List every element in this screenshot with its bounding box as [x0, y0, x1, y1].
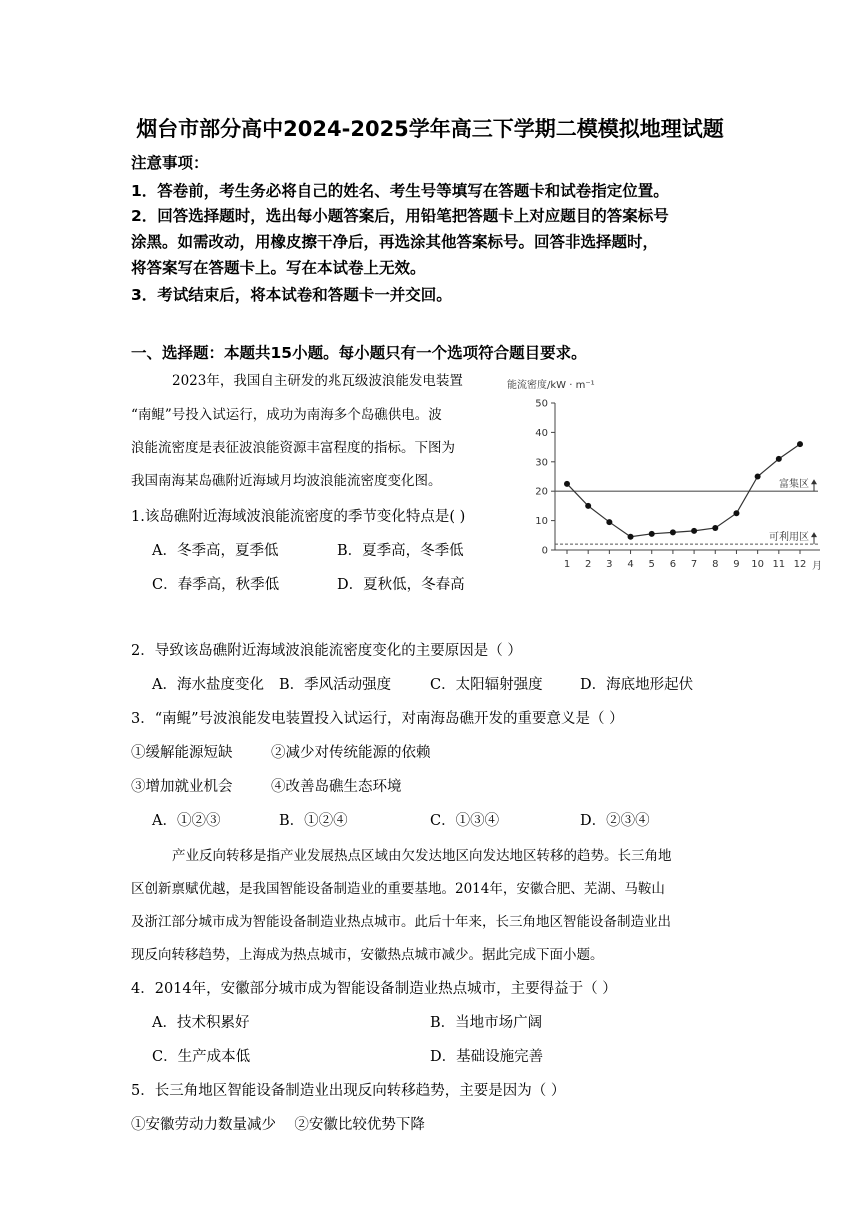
question-4-option-c: C．生产成本低 — [152, 1049, 251, 1065]
chart-ylabel: 能流密度/kW · m⁻¹ — [507, 380, 595, 391]
threshold-label: 可利用区 — [769, 532, 809, 544]
y-tick-label: 0 — [541, 545, 548, 557]
y-tick-label: 50 — [535, 398, 548, 410]
passage1-line: 我国南海某岛礁附近海域月均波浪能流密度变化图。 — [131, 473, 442, 489]
x-ticks — [564, 550, 807, 570]
question-3-option-a: A．①②③ — [152, 813, 221, 829]
data-point — [776, 456, 782, 462]
y-tick-label: 10 — [535, 516, 548, 528]
data-point — [606, 519, 612, 525]
question-5-items: ①安徽劳动力数量减少 ②安徽比较优势下降 — [131, 1117, 425, 1133]
question-4-stem: 4．2014年，安徽部分城市成为智能设备制造业热点城市，主要得益于（ ） — [131, 981, 617, 997]
y-tick-label: 30 — [535, 457, 548, 469]
x-tick-label: 1 — [563, 559, 571, 570]
question-5-stem: 5．长三角地区智能设备制造业出现反向转移趋势，主要是因为（ ） — [131, 1083, 566, 1099]
question-4-option-d: D．基础设施完善 — [430, 1049, 544, 1065]
passage2-line: 现反向转移趋势，上海成为热点城市，安徽热点城市减少。据此完成下面小题。 — [131, 947, 604, 963]
data-point — [670, 529, 676, 535]
question-4-option-b: B．当地市场广阔 — [430, 1015, 543, 1031]
passage2-line: 区创新禀赋优越，是我国智能设备制造业的重要基地。2014年，安徽合肥、芜湖、马鞍山 — [131, 881, 665, 897]
y-tick-label: 40 — [535, 427, 548, 439]
x-tick-label: 12 — [793, 559, 807, 570]
data-point — [691, 528, 697, 534]
x-tick-label: 6 — [669, 559, 677, 570]
question-3-item-2: ②减少对传统能源的依赖 — [271, 745, 431, 761]
series-line — [564, 441, 803, 540]
passage1-line: 浪能流密度是表征波浪能资源丰富程度的指标。下图为 — [131, 440, 455, 456]
question-2-option-c: C．太阳辐射强度 — [430, 677, 543, 693]
x-tick-label: 5 — [648, 559, 655, 570]
threshold-arrow-head — [811, 479, 817, 484]
x-tick-label: 11 — [772, 559, 786, 570]
data-point — [628, 534, 634, 540]
wave-energy-chart — [505, 378, 825, 574]
data-point — [797, 441, 803, 447]
question-3-item-1: ①缓解能源短缺 — [131, 745, 233, 761]
x-tick-label: 2 — [584, 559, 592, 570]
question-3-item-3: ③增加就业机会 — [131, 779, 233, 795]
passage1-line: 2023年，我国自主研发的兆瓦级波浪能发电装置 — [172, 373, 463, 389]
question-3-option-d: D．②③④ — [580, 813, 650, 829]
data-point — [712, 525, 718, 531]
question-2-option-b: B．季风活动强度 — [279, 677, 392, 693]
notice-heading: 注意事项： — [131, 154, 209, 172]
question-3-stem: 3．“南鲲”号波浪能发电装置投入试运行，对南海岛礁开发的重要意义是（ ） — [131, 711, 624, 727]
notice-line-2a: 2．回答选择题时，选出每小题答案后，用铅笔把答题卡上对应题目的答案标号 — [131, 207, 669, 225]
notice-line-3: 3．考试结束后，将本试卷和答题卡一并交回。 — [131, 286, 452, 304]
passage2-line: 及浙江部分城市成为智能设备制造业热点城市。此后十年来，长三角地区智能设备制造业出 — [131, 914, 671, 930]
data-point — [564, 481, 570, 487]
question-1-option-d: D．夏秋低，冬春高 — [337, 577, 465, 593]
question-1-option-b: B．夏季高，冬季低 — [337, 543, 464, 559]
question-2-option-a: A．海水盐度变化 — [152, 677, 264, 693]
x-tick-label: 8 — [712, 559, 719, 570]
x-tick-label: 4 — [627, 559, 634, 570]
question-2-option-d: D．海底地形起伏 — [580, 677, 694, 693]
data-point — [755, 474, 761, 480]
passage1-line: “南鲲”号投入试运行，成功为南海多个岛礁供电。波 — [131, 407, 442, 423]
question-1-option-c: C．春季高，秋季低 — [152, 577, 280, 593]
x-tick-label: 3 — [606, 559, 613, 570]
passage2-line: 产业反向转移是指产业发展热点区域由欠发达地区向发达地区转移的趋势。长三角地 — [172, 848, 672, 864]
page-title: 烟台市部分高中2024-2025学年高三下学期二模模拟地理试题 — [136, 117, 724, 141]
question-1-stem: 1.该岛礁附近海域波浪能流密度的季节变化特点是( ) — [131, 509, 466, 525]
y-tick-label: 20 — [535, 486, 548, 498]
data-point — [585, 503, 591, 509]
notice-line-2b: 涂黑。如需改动，用橡皮擦干净后，再选涂其他答案标号。回答非选择题时， — [131, 233, 659, 251]
question-2-stem: 2．导致该岛礁附近海域波浪能流密度变化的主要原因是（ ） — [131, 643, 522, 659]
y-ticks — [535, 399, 555, 557]
x-tick-label: 9 — [733, 559, 740, 570]
notice-line-2c: 将答案写在答题卡上。写在本试卷上无效。 — [131, 259, 426, 277]
threshold-label: 富集区 — [779, 479, 809, 491]
series-polyline — [567, 444, 800, 537]
question-3-option-c: C．①③④ — [430, 813, 500, 829]
question-3-option-b: B．①②④ — [279, 813, 348, 829]
x-tick-label: 10 — [751, 559, 765, 570]
notice-line-1: 1．答卷前，考生务必将自己的姓名、考生号等填写在答题卡和试卷指定位置。 — [131, 182, 669, 200]
x-unit: 月 — [812, 561, 822, 572]
threshold-arrow-head — [811, 532, 817, 537]
section-heading: 一、选择题：本题共15小题。每小题只有一个选项符合题目要求。 — [131, 344, 587, 362]
question-1-option-a: A．冬季高，夏季低 — [152, 543, 279, 559]
data-point — [649, 531, 655, 537]
x-tick-label: 7 — [690, 559, 698, 570]
question-3-item-4: ④改善岛礁生态环境 — [271, 779, 402, 795]
question-4-option-a: A．技术积累好 — [152, 1015, 250, 1031]
data-point — [733, 510, 739, 516]
